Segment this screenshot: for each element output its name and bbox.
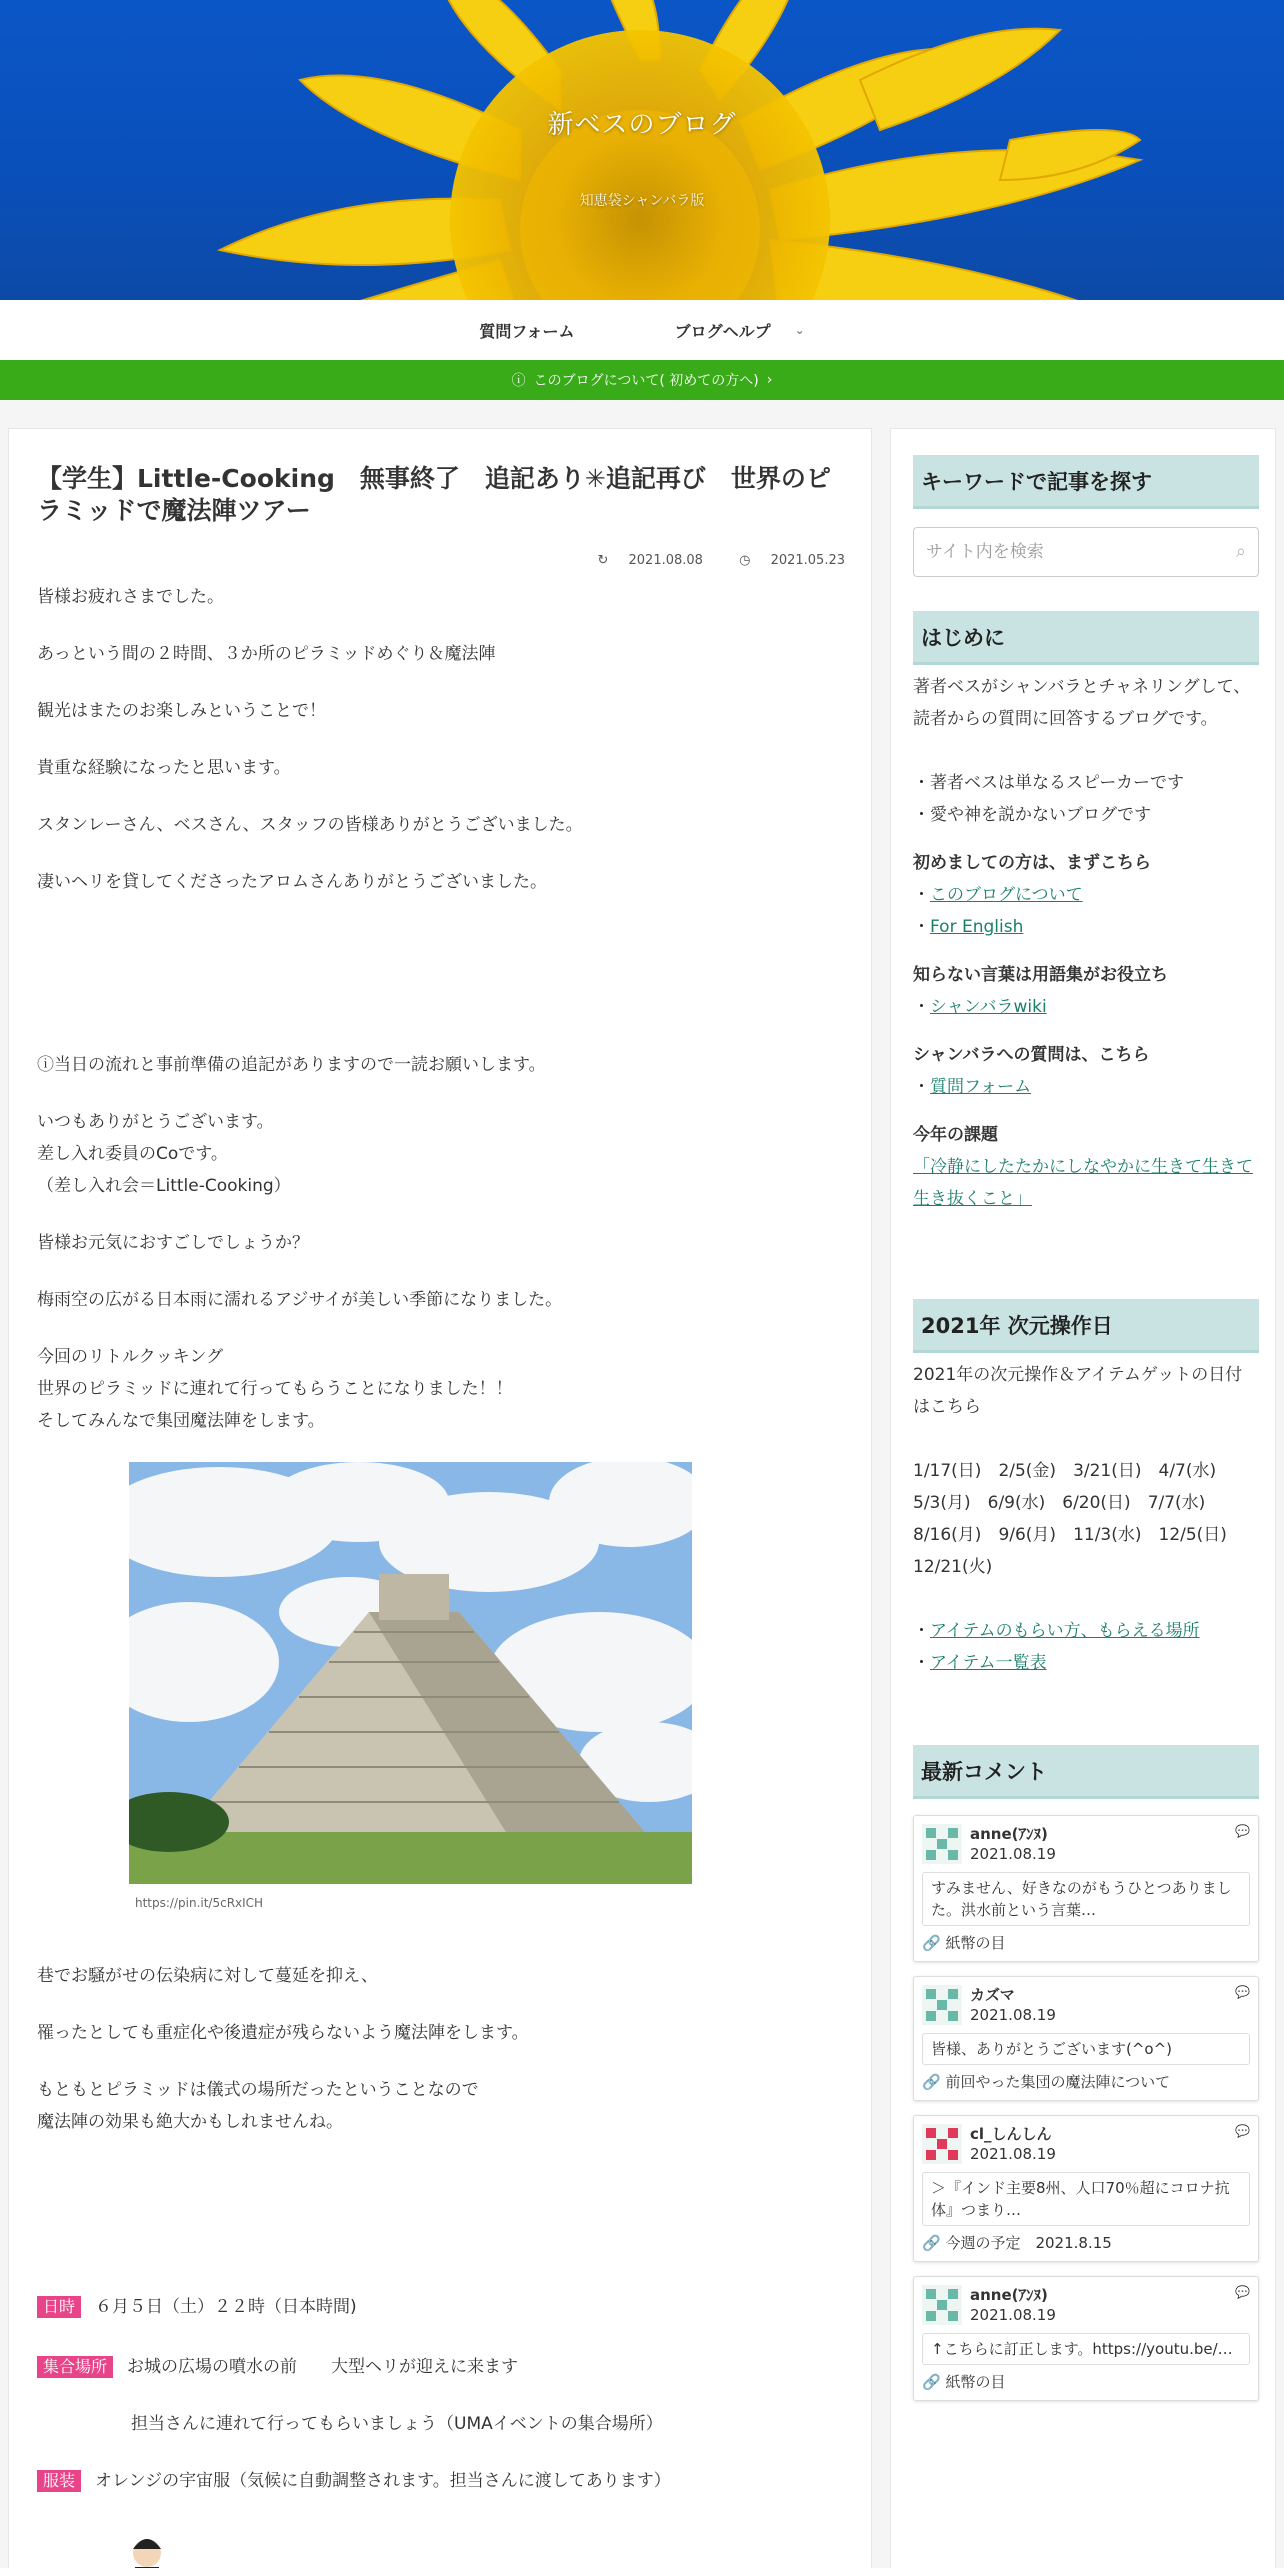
link-row: ・シャンバラwiki	[913, 997, 1047, 1017]
comment-post-link[interactable]: 🔗 紙幣の目	[922, 2373, 1006, 2391]
paragraph: あっという間の２時間、３か所のピラミッドめぐり＆魔法陣	[37, 644, 496, 664]
comment-excerpt[interactable]: すみません、好きなのがもうひとつありました。洪水前という言葉…	[922, 1872, 1250, 1926]
paragraph: 貴重な経験になったと思います。	[37, 758, 291, 778]
avatar	[922, 2285, 962, 2325]
intro-bullet: ・著者ベスは単なるスピーカーです	[913, 773, 1184, 793]
updated-date: ↻ 2021.08.08	[597, 553, 703, 568]
paragraph: 巷でお騒がせの伝染病に対して蔓延を抑え、	[37, 1966, 379, 1986]
published-date: ◷ 2021.05.23	[739, 553, 845, 568]
chevron-down-icon: ⌄	[794, 323, 805, 337]
place-tag: 集合場所	[37, 2356, 113, 2378]
header-banner	[0, 0, 1284, 300]
paragraph: スタンレーさん、ベスさん、スタッフの皆様ありがとうございました。	[37, 815, 583, 835]
link-icon: 🔗	[922, 1934, 941, 1952]
clock-icon: ◷	[739, 553, 751, 568]
widget-title: 2021年 次元操作日	[913, 1299, 1259, 1353]
comment-card[interactable]	[913, 1815, 1259, 1962]
comment-bubble-icon: 💬	[1235, 2285, 1250, 2299]
detail-place: 集合場所 お城の広場の噴水の前 大型ヘリが迎えに来ます	[37, 2351, 518, 2383]
glossary-heading: 知らない言葉は用語集がお役立ち	[913, 965, 1168, 985]
comment-date: 2021.08.19	[970, 1845, 1056, 1863]
post-dates	[37, 553, 845, 568]
comment-card[interactable]	[913, 1976, 1259, 2101]
comment-date: 2021.08.19	[970, 2306, 1056, 2324]
comment-excerpt[interactable]: ↑こちらに訂正します。https://youtu.be/…	[922, 2333, 1250, 2365]
comment-author: anne(ｱﾝﾇ)	[970, 2286, 1048, 2304]
intro-text: 著者ベスがシャンバラとチャネリングして、読者からの質問に回答するブログです。	[913, 677, 1251, 729]
paragraph: 観光はまたのお楽しみということで！	[37, 701, 326, 721]
comment-author: anne(ｱﾝﾇ)	[970, 1825, 1048, 1843]
paragraph: もともとピラミッドは儀式の場所だったということなので 魔法陣の効果も絶大かもしれませんね。	[37, 2080, 479, 2132]
link-row: ・For English	[913, 917, 1024, 937]
greeting-block: いつもありがとうございます。 差し入れ委員のCoです。 （差し入れ会＝Little-Cooking）	[37, 1112, 291, 1196]
comment-author: cl_しんしん	[970, 2125, 1052, 2143]
comment-date: 2021.08.19	[970, 2006, 1056, 2024]
comment-author: カズマ	[970, 1986, 1015, 2004]
comment-excerpt[interactable]: 皆様、ありがとうございます(^o^)	[922, 2033, 1250, 2065]
nav-item-label: 質問フォーム	[479, 321, 575, 341]
link-row: ・このブログについて	[913, 885, 1083, 905]
nav-item-blog-help[interactable]	[625, 319, 855, 342]
info-icon: ⓘ	[511, 373, 526, 389]
info-icon: ⓘ	[37, 1055, 54, 1075]
pyramid-image	[129, 1462, 692, 1884]
global-nav	[0, 300, 1284, 360]
detail-place-2: 担当さんに連れて行ってもらいましょう（UMAイベントの集合場所）	[131, 2414, 663, 2434]
paragraph: 凄いヘリを貸してくださったアロムさんありがとうございました。	[37, 872, 547, 892]
dimension-dates: 1/17(日) 2/5(金) 3/21(日) 4/7(水) 5/3(月) 6/9(水) 6/20(日) 7/7(水) 8/16(月) 9/6(月) 11/3(水) 12/5(日) 12/21(火)	[913, 1461, 1227, 1577]
sidebar	[890, 428, 1276, 2568]
chevron-right-icon: ›	[766, 372, 773, 388]
paragraph: 今回のリトルクッキング 世界のピラミッドに連れて行ってもらうことになりました！！ そしてみんなで集団魔法陣をします。	[37, 1347, 513, 1431]
link-row	[913, 1151, 1259, 1215]
comment-post-link[interactable]: 🔗 今週の予定 2021.8.15	[922, 2234, 1112, 2252]
sunflower-image	[0, 0, 1284, 300]
detail-date: 日時 ６月５日（土）２２時（日本時間)	[37, 2291, 357, 2323]
question-form-link[interactable]: 質問フォーム	[930, 1077, 1032, 1097]
detail-clothes: 服装 オレンジの宇宙服（気候に自動調整されます。担当さんに渡してあります）	[37, 2465, 671, 2497]
glossary-link[interactable]: シャンバラwiki	[930, 997, 1047, 1017]
widget-title: 最新コメント	[913, 1745, 1259, 1799]
site-description: 知恵袋シャンバラ版	[579, 193, 705, 209]
dimension-text: 2021年の次元操作＆アイテムゲットの日付はこちら	[913, 1365, 1243, 1417]
link-row: ・アイテム一覧表	[913, 1653, 1047, 1673]
main-content	[8, 428, 872, 2568]
post-title: 【学生】Little-Cooking 無事終了 追記あり✳追記再び 世界のピラミッドで魔法陣ツアー	[37, 464, 831, 525]
comment-card[interactable]	[913, 2115, 1259, 2262]
comment-list	[913, 1815, 1259, 2401]
nav-item-question-form[interactable]	[429, 319, 624, 342]
paragraph: 梅雨空の広がる日本雨に濡れるアジサイが美しい季節になりました。	[37, 1290, 563, 1310]
item-guide-link[interactable]: アイテムのもらい方、もらえる場所	[930, 1621, 1200, 1641]
about-blog-link[interactable]: このブログについて	[930, 885, 1083, 905]
avatar	[922, 1985, 962, 2025]
comment-card[interactable]	[913, 2276, 1259, 2401]
notice-text: このブログについて( 初めての方へ)	[533, 373, 759, 389]
comment-date: 2021.08.19	[970, 2145, 1056, 2163]
site-title[interactable]: 新ベスのブログ	[547, 110, 737, 140]
paragraph: 罹ったとしても重症化や後遺症が残らないよう魔法陣をします。	[37, 2023, 529, 2043]
comment-post-link[interactable]: 🔗 前回やった集団の魔法陣について	[922, 2073, 1171, 2091]
link-icon: 🔗	[922, 2373, 941, 2391]
link-row: ・アイテムのもらい方、もらえる場所	[913, 1621, 1200, 1641]
avatar	[922, 1824, 962, 1864]
search-input[interactable]: サイト内を検索 ⌕	[913, 527, 1259, 577]
intro-bullet: ・愛や神を説かないブログです	[913, 805, 1151, 825]
comment-excerpt[interactable]: ＞『インド主要8州、人口70％超にコロナ抗体』つまり…	[922, 2172, 1250, 2226]
notice-bar[interactable]	[0, 360, 1284, 400]
image-caption[interactable]: https://pin.it/5cRxICH	[135, 1896, 264, 1910]
clothes-tag: 服装	[37, 2470, 81, 2492]
search-icon[interactable]: ⌕	[1235, 541, 1246, 562]
for-english-link[interactable]: For English	[930, 917, 1024, 937]
first-time-heading: 初めましての方は、まずこちら	[913, 853, 1151, 873]
refresh-icon: ↻	[597, 553, 609, 568]
widget-title: はじめに	[913, 611, 1259, 665]
date-tag: 日時	[37, 2296, 81, 2318]
paragraph: 皆様お元気におすごしでしょうか？	[37, 1233, 309, 1253]
question-heading: シャンバラへの質問は、こちら	[913, 1045, 1150, 1065]
link-row: ・質問フォーム	[913, 1077, 1032, 1097]
link-icon: 🔗	[922, 2073, 941, 2091]
comment-bubble-icon: 💬	[1235, 1824, 1250, 1838]
widget-title: キーワードで記事を探す	[913, 455, 1259, 509]
comment-post-link[interactable]: 🔗 紙幣の目	[922, 1934, 1006, 1952]
item-list-link[interactable]: アイテム一覧表	[930, 1653, 1047, 1673]
link-icon: 🔗	[922, 2234, 941, 2252]
comment-bubble-icon: 💬	[1235, 1985, 1250, 1999]
character-image	[37, 2525, 197, 2568]
addendum-note: ⓘ当日の流れと事前準備の追記がありますので一読お願いします。	[37, 1055, 546, 1075]
paragraph: 皆様お疲れさまでした。	[37, 587, 224, 607]
theme-heading: 今年の課題	[913, 1125, 998, 1145]
nav-item-label: ブログヘルプ	[674, 321, 771, 341]
comment-bubble-icon: 💬	[1235, 2124, 1250, 2138]
avatar	[922, 2124, 962, 2164]
theme-link[interactable]: 「冷静にしたたかにしなやかに生きて生きて生き抜くこと」	[913, 1157, 1253, 1209]
